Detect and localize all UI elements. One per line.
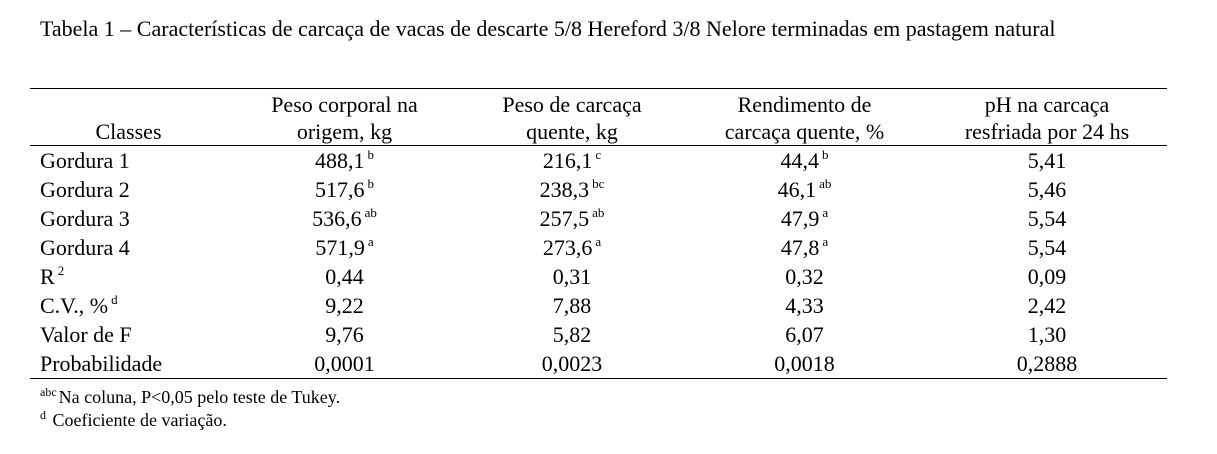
- cell-peso-carcaca: [462, 320, 682, 349]
- cell-peso-carcaca-superscript: a: [595, 234, 602, 249]
- cell-rendimento-superscript: a: [822, 234, 829, 249]
- cell-ph-value: 5,54: [1027, 235, 1067, 260]
- cell-rendimento: [682, 291, 927, 320]
- table-row: [30, 146, 1167, 176]
- header-peso-corporal: [227, 89, 462, 146]
- header-rendimento-line1: Rendimento de: [737, 92, 872, 117]
- cell-peso-corporal: [227, 175, 462, 204]
- row-label-value: Probabilidade: [40, 351, 163, 376]
- cell-peso-corporal-value: 0,44: [325, 264, 364, 289]
- cell-peso-corporal-value: 488,1: [315, 148, 365, 173]
- cell-peso-corporal-superscript: b: [367, 176, 374, 191]
- row-label: [30, 291, 227, 320]
- cell-peso-carcaca-value: 257,5: [539, 206, 590, 231]
- cell-peso-carcaca: [462, 204, 682, 233]
- cell-peso-carcaca-value: 5,82: [552, 322, 592, 347]
- cell-peso-corporal: [227, 320, 462, 349]
- cell-peso-corporal: [227, 349, 462, 379]
- cell-ph: [927, 204, 1167, 233]
- row-label-value: Gordura 1: [40, 148, 130, 173]
- cell-ph: [927, 262, 1167, 291]
- table-row: [30, 204, 1167, 233]
- header-peso-carcaca-line1: Peso de carcaça: [502, 92, 642, 117]
- row-label-value: Gordura 4: [40, 235, 130, 260]
- row-label-value: Gordura 3: [40, 206, 130, 231]
- cell-peso-corporal-superscript: ab: [364, 205, 377, 220]
- table-caption: Tabela 1 – Características de carcaça de vacas de descarte 5/8 Hereford 3/8 Nelore terminadas em pastagem natural: [40, 16, 1056, 41]
- header-peso-carcaca: [462, 89, 682, 146]
- cell-rendimento: [682, 204, 927, 233]
- table-row: [30, 175, 1167, 204]
- cell-ph: [927, 233, 1167, 262]
- cell-rendimento-value: 47,8: [780, 235, 820, 260]
- header-peso-corporal-line1: Peso corporal na: [271, 92, 418, 117]
- footnote-tukey-text: Na coluna, P<0,05 pelo teste de Tukey.: [58, 387, 341, 407]
- row-label: [30, 146, 227, 176]
- row-label: [30, 262, 227, 291]
- cell-rendimento: [682, 320, 927, 349]
- cell-peso-carcaca-value: 238,3: [539, 177, 590, 202]
- footnote-cv: [40, 409, 227, 431]
- cell-peso-carcaca-superscript: bc: [592, 176, 605, 191]
- header-ph-line1: pH na carcaça: [984, 92, 1110, 117]
- table-row: [30, 291, 1167, 320]
- footnote-cv-mark: d: [40, 408, 46, 422]
- cell-rendimento-value: 46,1: [777, 177, 817, 202]
- cell-rendimento-superscript: b: [822, 147, 829, 162]
- table-row: [30, 262, 1167, 291]
- footnote-tukey-mark: abc: [40, 385, 57, 399]
- cell-peso-carcaca-value: 7,88: [552, 293, 592, 318]
- cell-rendimento: [682, 146, 927, 176]
- cell-ph-value: 5,46: [1027, 177, 1067, 202]
- cell-peso-corporal: [227, 291, 462, 320]
- header-row: [30, 89, 1167, 146]
- row-label-value: Gordura 2: [40, 177, 130, 202]
- cell-rendimento: [682, 233, 927, 262]
- header-rendimento: [682, 89, 927, 146]
- table-row: [30, 320, 1167, 349]
- row-label-value: Valor de F: [40, 322, 132, 347]
- footnote-tukey: [40, 386, 340, 408]
- cell-ph-value: 0,2888: [1016, 351, 1078, 376]
- cell-peso-corporal: [227, 233, 462, 262]
- header-peso-carcaca-line2: quente, kg: [526, 119, 618, 144]
- cell-rendimento-value: 47,9: [780, 206, 820, 231]
- cell-peso-carcaca-superscript: ab: [592, 205, 605, 220]
- cell-peso-carcaca-value: 0,0023: [541, 351, 603, 376]
- cell-rendimento: [682, 349, 927, 379]
- cell-peso-carcaca-value: 216,1: [542, 148, 593, 173]
- row-label: [30, 320, 227, 349]
- header-rendimento-line2: carcaça quente, %: [724, 119, 885, 144]
- table-body: [30, 146, 1167, 379]
- cell-rendimento-value: 6,07: [785, 322, 824, 347]
- cell-peso-carcaca-superscript: c: [595, 147, 602, 162]
- cell-peso-corporal: [227, 262, 462, 291]
- cell-rendimento: [682, 175, 927, 204]
- cell-rendimento-value: 0,32: [785, 264, 824, 289]
- cell-rendimento-value: 44,4: [780, 148, 819, 173]
- data-table: [30, 88, 1167, 379]
- header-classes: [30, 89, 227, 146]
- table-row: [30, 233, 1167, 262]
- cell-peso-carcaca-value: 273,6: [542, 235, 593, 260]
- row-label: [30, 175, 227, 204]
- cell-ph-value: 0,09: [1027, 264, 1067, 289]
- cell-ph-value: 5,54: [1027, 206, 1067, 231]
- cell-peso-carcaca: [462, 349, 682, 379]
- cell-peso-carcaca: [462, 175, 682, 204]
- cell-ph-value: 5,41: [1027, 148, 1067, 173]
- row-label-value: R: [40, 264, 55, 289]
- row-label: [30, 233, 227, 262]
- cell-peso-corporal-superscript: b: [367, 147, 374, 162]
- cell-rendimento-superscript: ab: [819, 176, 832, 191]
- cell-peso-corporal-superscript: a: [367, 234, 374, 249]
- row-label: [30, 204, 227, 233]
- row-label-superscript: 2: [57, 263, 65, 278]
- row-label: [30, 349, 227, 379]
- footnote-cv-text: Coeficiente de variação.: [52, 410, 227, 430]
- cell-peso-carcaca: [462, 146, 682, 176]
- cell-peso-corporal-value: 536,6: [312, 206, 362, 231]
- cell-ph: [927, 175, 1167, 204]
- header-peso-corporal-line2: origem, kg: [296, 119, 393, 144]
- cell-peso-carcaca-value: 0,31: [552, 264, 592, 289]
- cell-rendimento-value: 0,0018: [774, 351, 835, 376]
- cell-peso-corporal: [227, 204, 462, 233]
- cell-peso-corporal-value: 517,6: [315, 177, 365, 202]
- cell-peso-carcaca: [462, 233, 682, 262]
- cell-peso-carcaca: [462, 291, 682, 320]
- cell-rendimento-superscript: a: [822, 205, 829, 220]
- row-label-value: C.V., %: [40, 293, 109, 318]
- header-classes-label: Classes: [95, 119, 162, 144]
- cell-rendimento: [682, 262, 927, 291]
- cell-peso-corporal-value: 0,0001: [314, 351, 375, 376]
- cell-ph: [927, 291, 1167, 320]
- header-ph: [927, 89, 1167, 146]
- table-row: [30, 349, 1167, 379]
- cell-peso-corporal-value: 9,76: [325, 322, 364, 347]
- cell-ph: [927, 320, 1167, 349]
- cell-ph-value: 2,42: [1027, 293, 1067, 318]
- cell-peso-carcaca: [462, 262, 682, 291]
- cell-peso-corporal: [227, 146, 462, 176]
- cell-ph: [927, 349, 1167, 379]
- row-label-superscript: d: [111, 292, 118, 307]
- cell-peso-corporal-value: 9,22: [325, 293, 364, 318]
- header-ph-line2: resfriada por 24 hs: [964, 119, 1130, 144]
- cell-peso-corporal-value: 571,9: [315, 235, 365, 260]
- cell-ph: [927, 146, 1167, 176]
- cell-ph-value: 1,30: [1027, 322, 1067, 347]
- cell-rendimento-value: 4,33: [785, 293, 824, 318]
